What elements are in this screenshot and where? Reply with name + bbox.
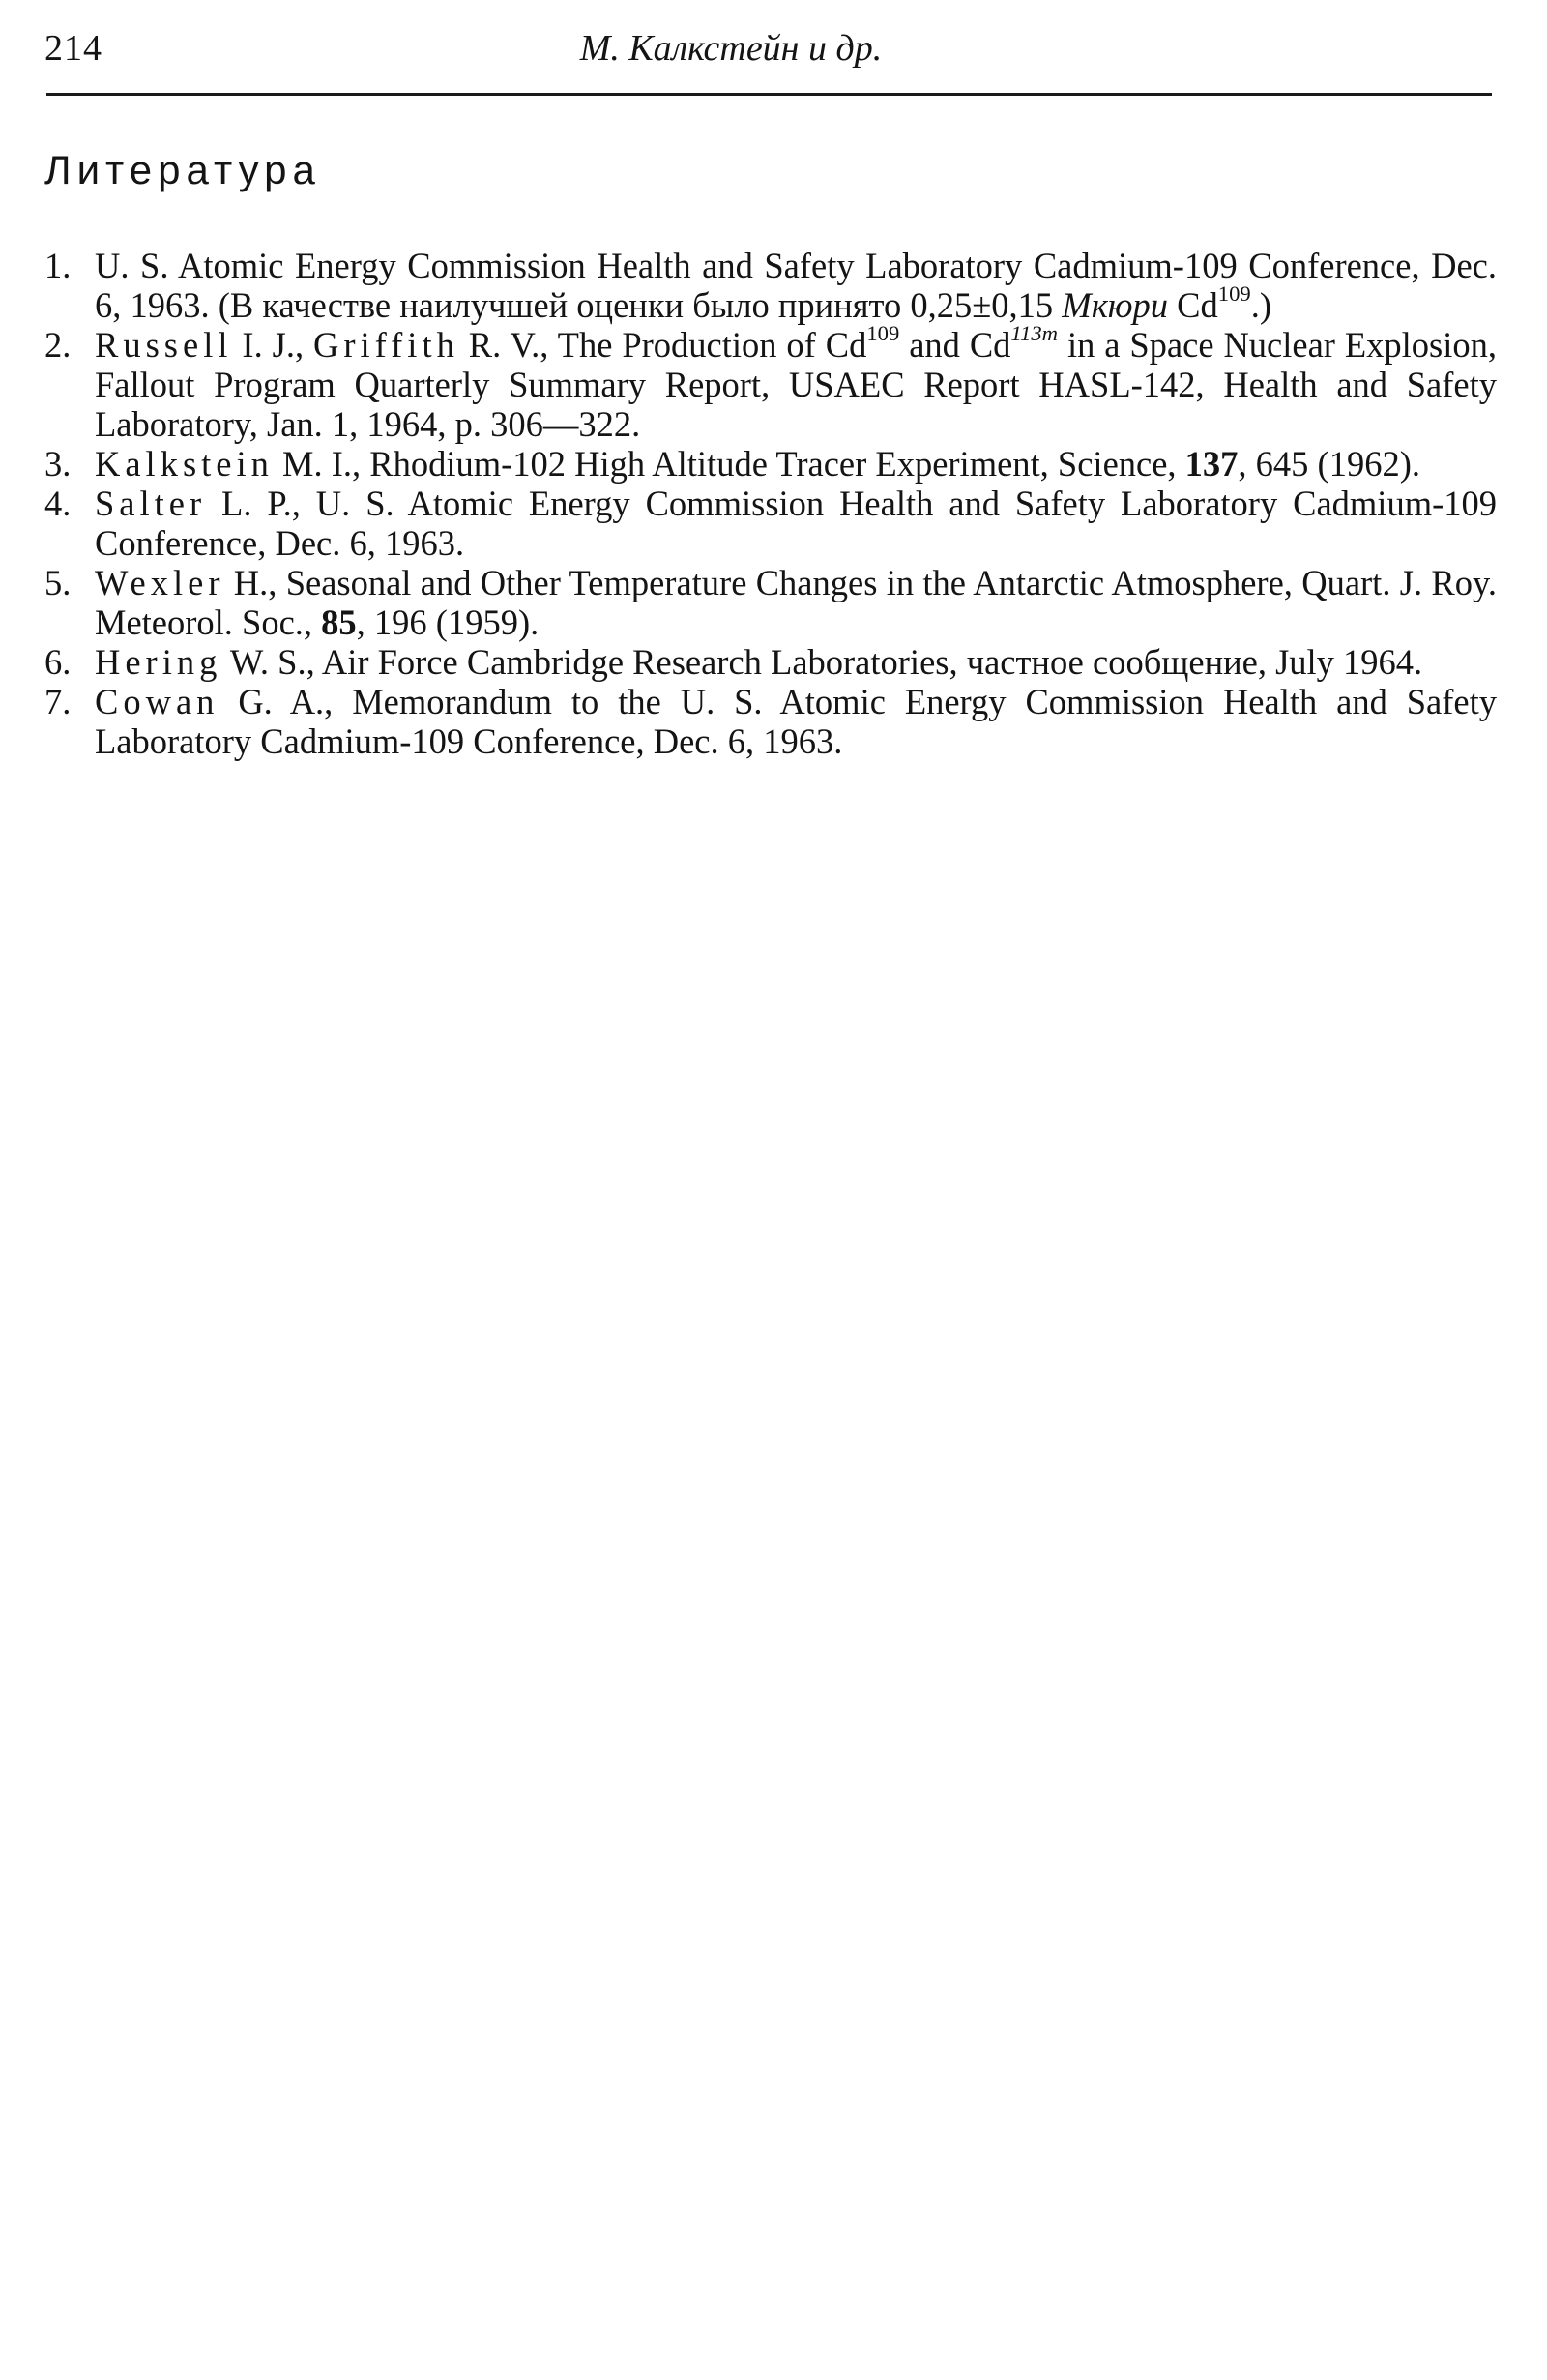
isotope-superscript: 113m — [1010, 321, 1059, 346]
isotope-superscript: 109 — [866, 321, 900, 346]
reference-item-4 — [44, 484, 1497, 563]
reference-text: M. I., Rhodium-102 High Altitude Tracer Experiment, Science, — [273, 444, 1185, 484]
reference-text: .) — [1250, 285, 1271, 325]
reference-number: 7. — [44, 682, 72, 721]
reference-text: , 645 (1962). — [1238, 444, 1420, 484]
reference-author: Hering — [95, 642, 222, 682]
reference-item-5 — [44, 563, 1497, 642]
reference-number: 5. — [44, 563, 72, 602]
reference-text: G. A., Memorandum to the U. S. Atomic Energy Commission Health and Safety Laboratory Cadmium-109 Conference, Dec. 6, 1963. — [95, 682, 1497, 761]
reference-number: 2. — [44, 325, 72, 365]
reference-text: L. P., U. S. Atomic Energy Commission Health and Safety Laboratory Cadmium-109 Conference, Dec. 6, 1963. — [95, 484, 1497, 563]
reference-text: I. J., — [232, 325, 313, 365]
reference-author: Griffith — [313, 325, 459, 365]
reference-volume: 85 — [321, 602, 357, 642]
reference-number: 4. — [44, 484, 72, 523]
reference-author: Wexler — [95, 563, 225, 602]
reference-text: R. V., The Production of Cd — [458, 325, 867, 365]
reference-text: in a Space Nuclear Explosion, Fallout Program Quarterly Summary Report, USAEC Report HASL-142, Health and Safety Laboratory, Jan. 1, 1964, p. 306—322. — [95, 325, 1498, 444]
reference-text: U. S. Atomic Energy Commission Health and Safety Laboratory Cadmium-109 Conference, Dec. 6, 1963. (В качестве наилучшей оценки было принято 0,25±0,15 — [95, 246, 1497, 325]
reference-number: 1. — [44, 246, 72, 285]
reference-volume: 137 — [1184, 444, 1239, 484]
reference-author: Salter — [95, 484, 207, 523]
reference-item-7 — [44, 682, 1497, 761]
reference-item-6 — [44, 642, 1497, 682]
unit-italic: Мкюри — [1062, 285, 1169, 325]
reference-text: H., Seasonal and Other Temperature Changes in the Antarctic Atmosphere, Quart. J. Roy. Meteorol. Soc., — [95, 563, 1497, 642]
reference-author: Russell — [95, 325, 233, 365]
reference-author: Kalkstein — [95, 444, 274, 484]
reference-number: 3. — [44, 444, 72, 484]
reference-list — [44, 246, 1497, 761]
section-title: Литература — [44, 147, 321, 192]
reference-number: 6. — [44, 642, 72, 682]
reference-text: and Cd — [899, 325, 1011, 365]
page-number: 214 — [44, 28, 102, 69]
reference-item-2 — [44, 321, 1498, 444]
reference-author: Cowan — [95, 682, 219, 721]
header-rule — [46, 93, 1492, 96]
page-header — [44, 27, 1495, 85]
reference-item-1 — [44, 246, 1497, 325]
isotope-superscript: 109 — [1217, 281, 1251, 307]
reference-text: Cd — [1168, 285, 1218, 325]
reference-item-3 — [44, 444, 1497, 484]
running-head: М. Калкстейн и др. — [579, 28, 883, 69]
reference-text: W. S., Air Force Cambridge Research Laboratories, частное сообщение, July 1964. — [221, 642, 1423, 682]
reference-text: , 196 (1959). — [356, 602, 540, 642]
